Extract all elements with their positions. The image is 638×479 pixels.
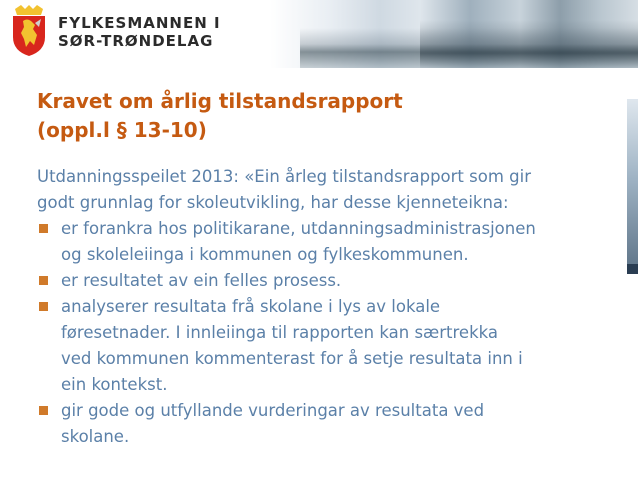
bullet-line: og skoleleiinga i kommunen og fylkeskommunen.	[61, 245, 469, 264]
slide-title-line1: Kravet om årlig tilstandsrapport	[37, 89, 403, 113]
organization-name	[58, 14, 221, 50]
bullet-item	[37, 294, 617, 398]
bullet-list	[37, 216, 617, 450]
bullet-line: ein kontekst.	[61, 375, 168, 394]
square-bullet-icon	[39, 224, 48, 233]
organization-name-line1: FYLKESMANNEN I	[58, 14, 221, 32]
bullet-line: føresetnader. I innleiinga til rapporten kan særtrekka	[61, 323, 499, 342]
decorative-side-bar	[627, 99, 638, 274]
intro-line: godt grunnlag for skoleutvikling, har desse kjenneteikna:	[37, 193, 509, 212]
header-banner	[0, 0, 638, 68]
bullet-line: gir gode og utfyllande vurderingar av resultata ved	[61, 401, 485, 420]
intro-line: Utdanningsspeilet 2013: «Ein årleg tilstandsrapport som gir	[37, 167, 531, 186]
bullet-item	[37, 398, 617, 450]
square-bullet-icon	[39, 276, 48, 285]
organization-name-line2: SØR-TRØNDELAG	[58, 32, 214, 50]
bullet-line: er resultatet av ein felles prosess.	[61, 271, 342, 290]
slide-title-line2: (oppl.l § 13-10)	[37, 118, 207, 142]
slide-body	[37, 164, 617, 450]
bullet-line: analyserer resultata frå skolane i lys av lokale	[61, 297, 441, 316]
square-bullet-icon	[39, 406, 48, 415]
bullet-item	[37, 216, 617, 268]
bullet-line: skolane.	[61, 427, 130, 446]
coat-of-arms-icon	[9, 5, 49, 57]
landscape-image-layer	[420, 20, 638, 68]
bullet-line: ved kommunen kommenterast for å setje resultata inn i	[61, 349, 523, 368]
slide-title	[37, 87, 607, 145]
square-bullet-icon	[39, 302, 48, 311]
bullet-line: er forankra hos politikarane, utdanningsadministrasjonen	[61, 219, 536, 238]
bullet-item	[37, 268, 617, 294]
